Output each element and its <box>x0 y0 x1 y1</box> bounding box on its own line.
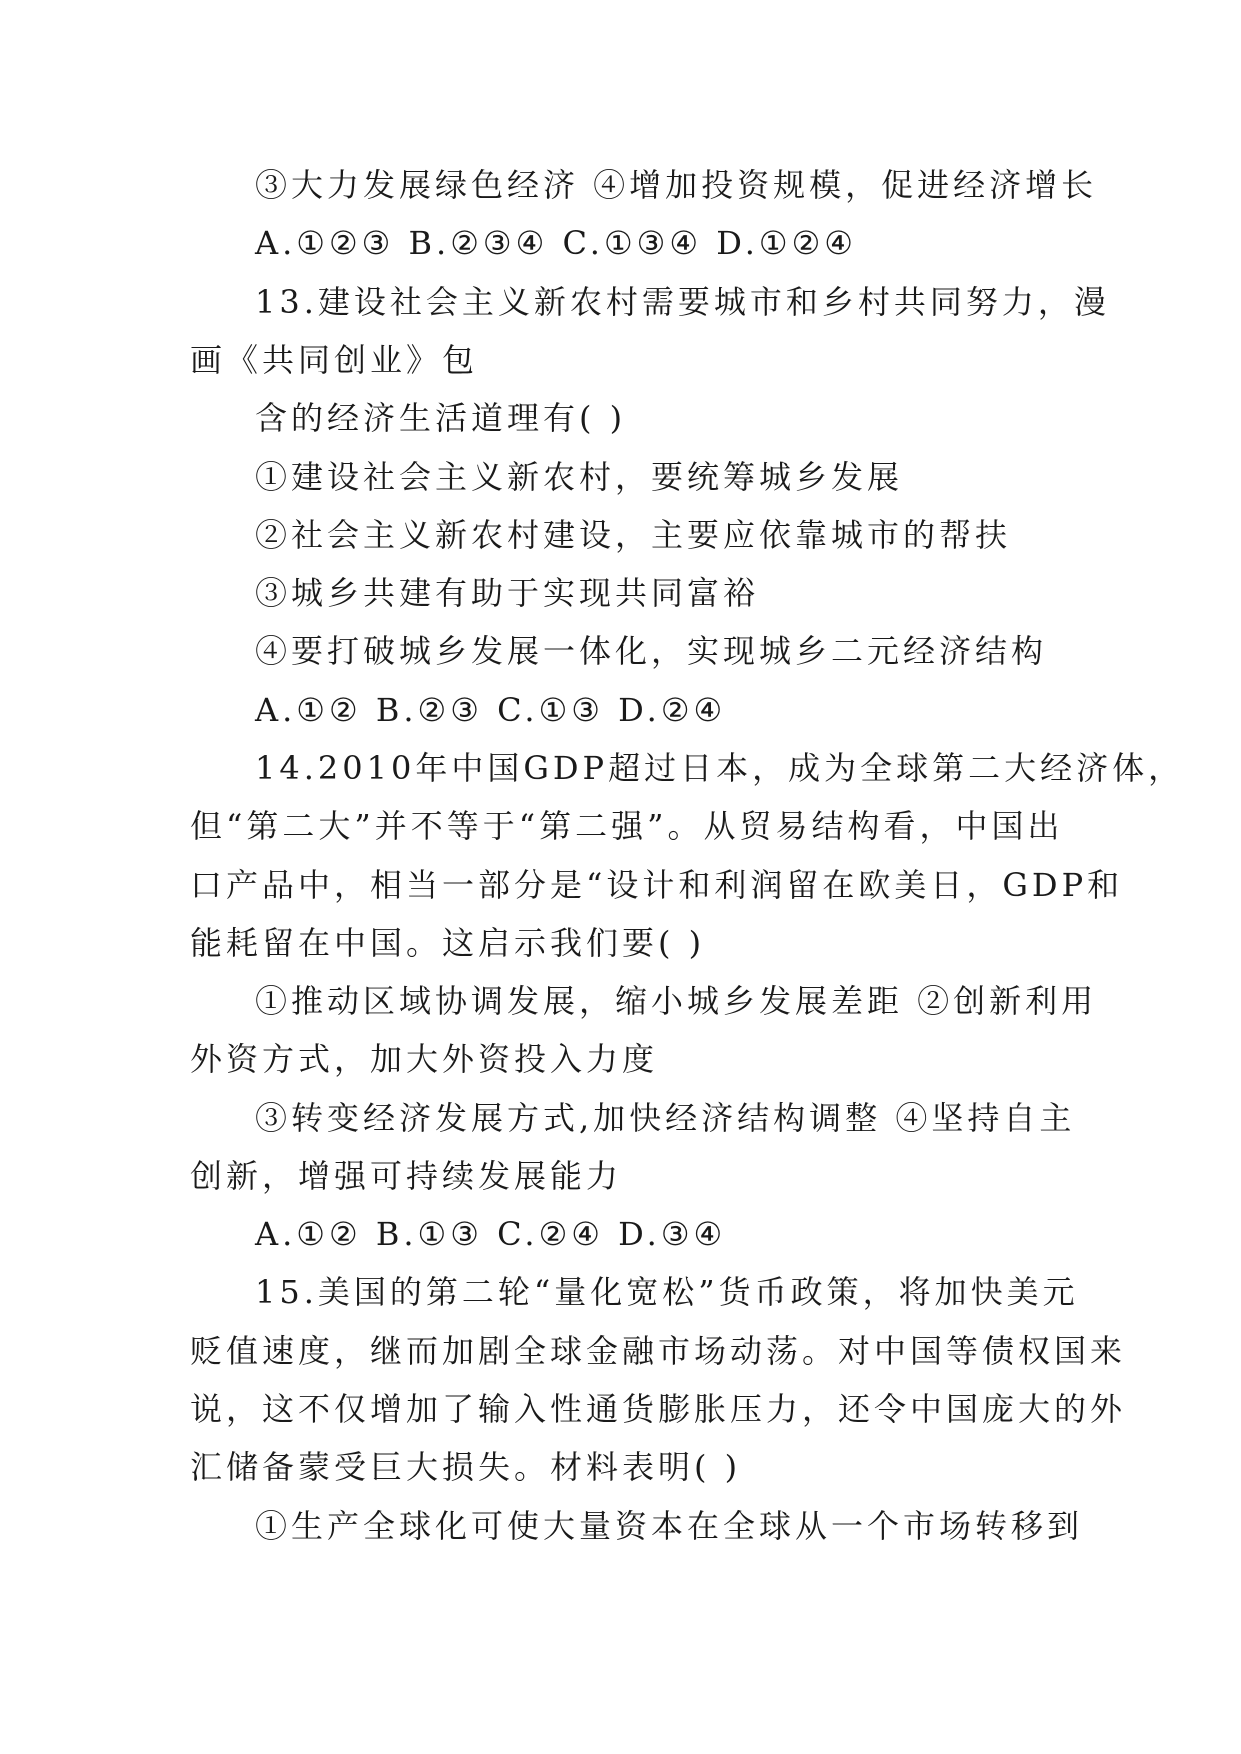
question-14-stem: 14.2010年中国GDP超过日本，成为全球第二大经济体， <box>255 749 1185 787</box>
question-13-stem: 13.建设社会主义新农村需要城市和乡村共同努力，漫 <box>255 283 1110 321</box>
text-line: 含的经济生活道理有( ) <box>255 399 627 437</box>
text-line: 汇储备蒙受巨大损失。材料表明( ) <box>190 1448 742 1486</box>
text-line: 贬值速度，继而加剧全球金融市场动荡。对中国等债权国来 <box>190 1332 1127 1370</box>
text-line: 画《共同创业》包 <box>190 341 479 379</box>
option-item: ④要打破城乡发展一体化，实现城乡二元经济结构 <box>255 632 1048 670</box>
answer-options: A.①②③ B.②③④ C.①③④ D.①②④ <box>255 224 857 262</box>
text-line: 外资方式，加大外资投入力度 <box>190 1040 659 1078</box>
option-item: ①建设社会主义新农村，要统筹城乡发展 <box>255 458 904 496</box>
text-line: ③大力发展绿色经济 ④增加投资规模，促进经济增长 <box>255 166 1098 204</box>
answer-options: A.①② B.②③ C.①③ D.②④ <box>255 691 727 729</box>
option-item: ③城乡共建有助于实现共同富裕 <box>255 574 760 612</box>
text-line: 但“第二大”并不等于“第二强”。从贸易结构看，中国出 <box>190 807 1064 845</box>
text-line: 口产品中，相当一部分是“设计和利润留在欧美日，GDP和 <box>190 866 1124 904</box>
question-15-stem: 15.美国的第二轮“量化宽松”货币政策，将加快美元 <box>255 1273 1079 1311</box>
text-line: 说，这不仅增加了输入性通货膨胀压力，还令中国庞大的外 <box>190 1390 1127 1428</box>
answer-options: A.①② B.①③ C.②④ D.③④ <box>255 1215 727 1253</box>
option-item: ③转变经济发展方式,加快经济结构调整 ④坚持自主 <box>255 1099 1076 1137</box>
option-item: ①推动区域协调发展，缩小城乡发展差距 ②创新利用 <box>255 982 1098 1020</box>
option-item: ①生产全球化可使大量资本在全球从一个市场转移到 <box>255 1507 1084 1545</box>
text-line: 能耗留在中国。这启示我们要( ) <box>190 924 706 962</box>
option-item: ②社会主义新农村建设，主要应依靠城市的帮扶 <box>255 516 1012 554</box>
text-line: 创新，增强可持续发展能力 <box>190 1157 623 1195</box>
